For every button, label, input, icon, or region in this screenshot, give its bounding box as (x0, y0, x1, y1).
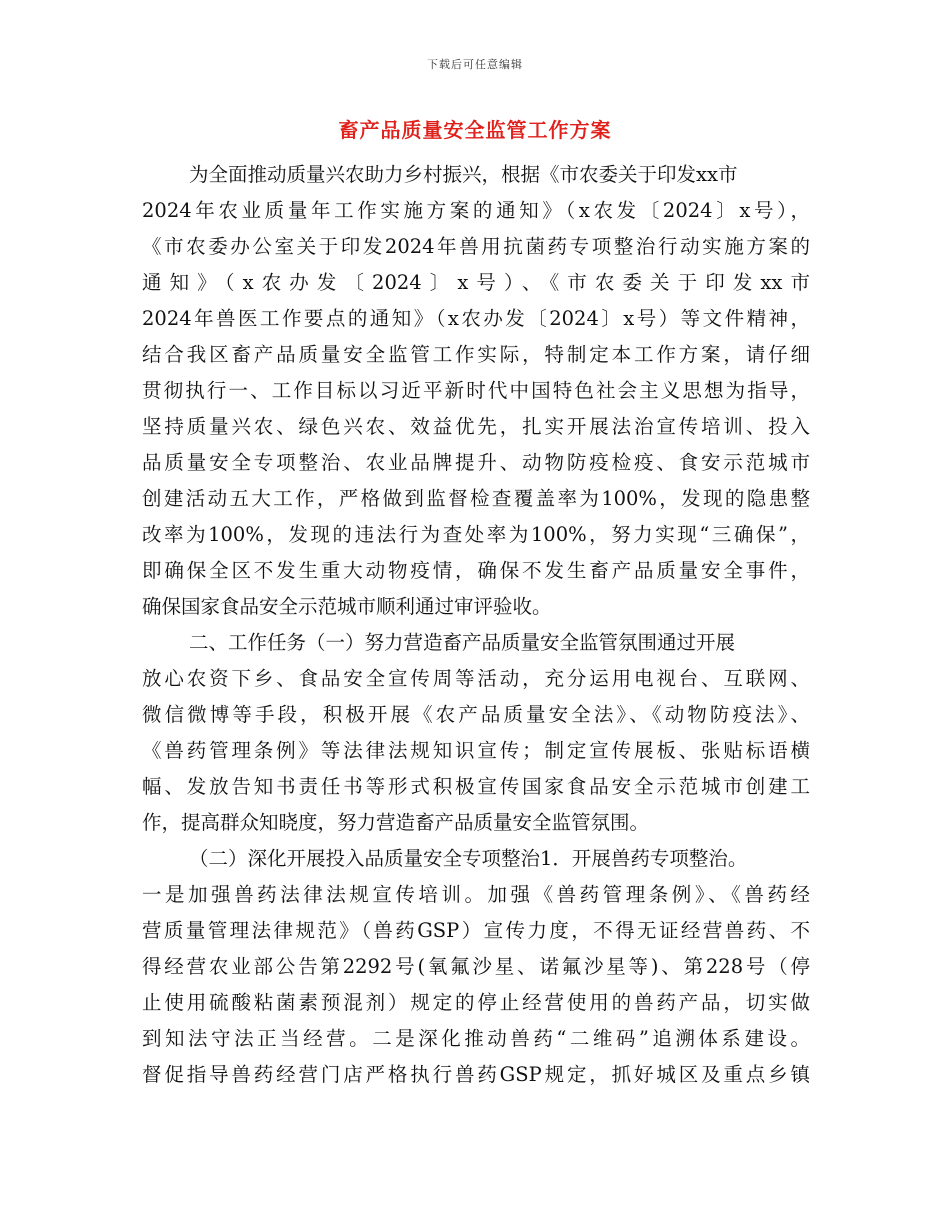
page-header-note: 下载后可任意编辑 (427, 58, 523, 71)
text-line: 督促指导兽药经营门店严格执行兽药GSP规定，抓好城区及重点乡镇 (142, 1063, 810, 1086)
text-line: 即确保全区不发生重大动物疫情，确保不发生畜产品质量安全事件， (142, 559, 810, 582)
text-line: 2024年兽医工作要点的通知》（x农办发〔2024〕x号）等文件精神， (142, 307, 810, 330)
text-line: 结合我区畜产品质量安全监管工作实际，特制定本工作方案，请仔细 (142, 343, 810, 366)
text-line: 坚持质量兴农、绿色兴农、效益优先，扎实开展法治宣传培训、投入 (142, 415, 810, 438)
text-line: 《市农委办公室关于印发2024年兽用抗菌药专项整治行动实施方案的 (142, 235, 810, 258)
text-line: 《兽药管理条例》等法律法规知识宣传；制定宣传展板、张贴标语横 (142, 739, 810, 762)
text-line: 通知》（x农办发〔2024〕x号）、《市农委关于印发xx市 (142, 271, 810, 294)
text-line: 2024年农业质量年工作实施方案的通知》（x农发〔2024〕x号）， (142, 199, 810, 222)
text-line: 得经营农业部公告第2292号(氧氟沙星、诺氟沙星等)、第228号（停 (142, 955, 810, 978)
text-line: 贯彻执行一、工作目标以习近平新时代中国特色社会主义思想为指导， (142, 379, 810, 402)
text-line: 幅、发放告知书责任书等形式积极宣传国家食品安全示范城市创建工 (142, 775, 810, 798)
text-line: 确保国家食品安全示范城市顺利通过审评验收。 (142, 595, 552, 618)
text-line: 作，提高群众知晓度，努力营造畜产品质量安全监管氛围。 (142, 811, 650, 834)
text-line: 放心农资下乡、食品安全宣传周等活动，充分运用电视台、互联网、 (142, 667, 810, 690)
text-line: 品质量安全专项整治、农业品牌提升、动物防疫检疫、食安示范城市 (142, 451, 810, 474)
text-line: （二）深化开展投入品质量安全专项整治1．开展兽药专项整治。 (189, 847, 748, 870)
text-line: 到知法守法正当经营。二是深化推动兽药“二维码”追溯体系建设。 (142, 1027, 810, 1050)
text-line: 营质量管理法律规范》（兽药GSP）宣传力度，不得无证经营兽药、不 (142, 919, 810, 942)
document-title: 畜产品质量安全监管工作方案 (338, 118, 612, 142)
text-line: 改率为100%，发现的违法行为查处率为100%，努力实现“三确保”， (142, 523, 810, 546)
text-line: 创建活动五大工作，严格做到监督检查覆盖率为100%，发现的隐患整 (142, 487, 810, 510)
text-line: 二、工作任务（一）努力营造畜产品质量安全监管氛围通过开展 (189, 631, 736, 654)
document-body (142, 157, 810, 1093)
text-line: 一是加强兽药法律法规宣传培训。加强《兽药管理条例》、《兽药经 (142, 883, 810, 906)
text-line: 止使用硫酸粘菌素预混剂）规定的停止经营使用的兽药产品，切实做 (142, 991, 810, 1014)
text-line: 为全面推动质量兴农助力乡村振兴，根据《市农委关于印发xx市 (189, 163, 738, 186)
text-line: 微信微博等手段，积极开展《农产品质量安全法》、《动物防疫法》、 (142, 703, 810, 726)
